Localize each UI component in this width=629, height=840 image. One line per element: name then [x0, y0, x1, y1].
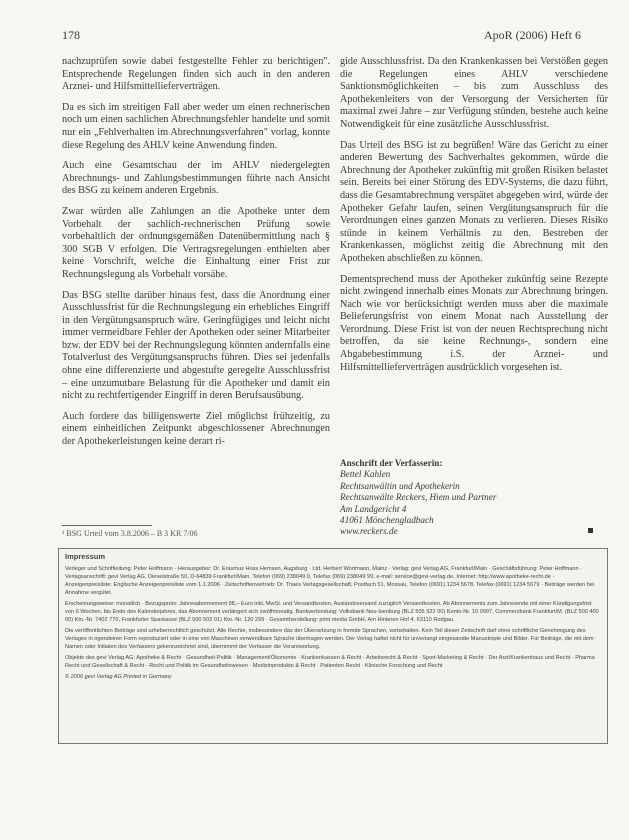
- footnote-divider: [62, 525, 152, 526]
- paragraph: Dementsprechend muss der Apotheker zukünftig seine Rezepte nicht zwingend innerhalb eines Monats zur Abrechnung bringen. Nach wie vor berücksichtigt werden muss aber die maximale Belieferungsfrist von einem Monat nach Ausstellung der Verordnung. Diese Frist ist von der neuen Rechtsprechung nicht betroffen, da sie keine Rechnungs-, sondern eine Abgabebestimmung i.S. der Arznei- und Hilfsmittellieferverträgen ausdrücklich vorgesehen ist.: [340, 273, 608, 373]
- paragraph: nachzuprüfen sowie dabei festgestellte Fehler zu berichtigen". Entsprechende Regelungen finden sich auch in den anderen Arznei- und Hilfsmittellieferverträgen.: [62, 56, 330, 93]
- footnote: ¹ BSG Urteil vom 3.8.2006 – B 3 KR 7/06: [62, 529, 198, 538]
- journal-reference: ApoR (2006) Heft 6: [484, 28, 581, 42]
- author-city: 41061 Mönchengladbach: [340, 515, 434, 526]
- paragraph: Auch fordere das billigenswerte Ziel möglichst frühzeitig, zu einem einheitlichen Zeitpunkt abgeschlossener Abrechnungen der Apothekerleistungen keine derart ri-: [62, 410, 330, 448]
- page-header: [62, 28, 581, 44]
- author-address: [340, 458, 608, 538]
- paragraph: Auch eine Gesamtschau der im AHLV niedergelegten Abrechnungs- und Zahlungsbestimmungen führte nach Ansicht des BSG zu keinem anderen Ergebnis.: [62, 160, 330, 197]
- author-street: Am Landgericht 4: [340, 503, 407, 514]
- impressum-paragraph: Objekte des gevi Verlag AG: Apotheke & Recht · Gesundheit-Politik · Management/Ökonomie · Krankenkassen & Recht · Arbeitsrecht & Recht · Sport-Marketing & Recht · Der Arzt/Krankenhaus und Recht · Pharma Recht und Gesellschaft & Recht · Recht und Politik im Gesundheitswesen · Medizinprodukte & Recht · Patienten Recht · Klinische Forschung und Recht: [65, 655, 595, 669]
- author-name: Bettel Kahlen: [340, 469, 391, 480]
- paragraph: gide Ausschlussfrist. Da den Krankenkassen bei Verstößen gegen die Regelungen eines AHLV verschiedene Sanktionsmöglichkeiten – bis zum Ausschluss des Apothekenleiters von der Versorgung der Versicherten für maximal zwei Jahre – zur Verfügung stünden, bestehe auch keine Notwendigkeit für eine zusätzliche Ausschlussfrist.: [340, 56, 608, 130]
- paragraph: Zwar würden alle Zahlungen an die Apotheke unter dem Vorbehalt der sachlich-rechnerischen Prüfung sowie vorbehaltlich der ordnungsgemäßen Datenübermittlung nach § 300 SGB V erfolgen. Die Vertragsregelungen enthielten aber keine Vorschrift, welche die Einhaltung einer Frist zur Rechnungslegung als Vorbehalt vorsähe.: [62, 205, 330, 280]
- impressum-paragraph: Erscheinungsweise: monatlich · Bezugspreis: Jahresabonnement 98,– Euro inkl. MwSt. und Versandkosten, Auslandsversand zuzüglich Versandkosten. Ab Abonnements zum Jahresende mit einer Kündigungsfrist von 6 Wochen, bis Ende des Kalenderjahres, das Abonnement verlängert sich zwölfmonatig. Bankverbindung: Volksbank Neu-Isenburg (BLZ 505 922 00) Konto-Nr. 10 0997, Commerzbank Frankfurt/M. (BLZ 500 400 00) Kto.-Nr. 7402 770, Frankfurter Sparkasse (BLZ 500 502 01) Kto.-Nr. 120 299 · Gesamtherstellung: print media GmbH, Am Hinteren Hof 4, 63110 Rodgau.: [65, 601, 599, 623]
- paragraph: Das BSG stellte darüber hinaus fest, dass die Anordnung einer Ausschlussfrist für die Rechnungslegung ein erhebliches Eingriff in den Vergütungsanspruch wäre. Geringfügiges und leicht nicht immer vermeidbare Fehler der Apotheken oder seiner Mitarbeiter bzw. der EDV bei der Rechnungslegung könnten andernfalls eine Totalverlust des Vergütungsanspruchs führen. Dies sei jedenfalls ohne eine differenzierte und abgestufte geregelte Ausschlussfrist – eine unzumutbare Belastung für die Apotheker und damit ein nicht zu rechtfertigender Eingriff in deren Berufsausübung.: [62, 289, 330, 402]
- left-column: [62, 56, 330, 457]
- author-role: Rechtsanwältin und Apothekerin: [340, 480, 460, 491]
- impressum-box: [58, 548, 608, 744]
- author-address-title: Anschrift der Verfasserin:: [340, 458, 443, 468]
- impressum-title: Impressum: [65, 552, 106, 561]
- author-firm: Rechtsanwälte Reckers, Hiem und Partner: [340, 492, 497, 503]
- impressum-paragraph: Die veröffentlichten Beiträge sind urheberrechtlich geschützt. Alle Rechte, insbesondere das der Übersetzung in fremde Sprachen, vorbehalten. Kein Teil dieser Zeitschrift darf ohne schriftliche Genehmigung des Verlages in irgendeiner Form reproduziert oder in eine von Maschinen verwendbare Sprache übertragen werden. Der Verlag haftet nicht für unverlangt eingesandte Manuskripte und Bilder. Für Beiträge, die mit dem Namen oder Initialen des Verfassers gekennzeichnet sind, übernimmt der Verfasser die Verantwortung.: [65, 628, 594, 650]
- impressum-paragraph: Verleger und Schriftleitung: Peter Hoffmann · Herausgeber: Dr. Erasmus Hoss Hemsen, Augsburg · Ltd. Herbert Wortmann, Mainz · Verlag: gevi Verlag AG, Frankfurt/Main · Geschäftsführung: Peter Hoffmann · Verlagsanschrift: gevi Verlag AG, Dieselstraße 50, D-64839 Frankfurt/Main, Telefon (069) 238049 0, Telefax (069) 238049 99, e-mail: service@gevi-verlag.de, Internet: http://www.apotheke-recht.de · Anzeigenpreisliste: Englische Anzeigenpreisliste vom 1.1.2006 · Zeitschriftenvertrieb: Dr. Thaes Verlagsgesellschaft, Postfach 51, Mossau, Telefon (0691) 1234 5678, Telefax (0691) 1234 5679 · Beiträge werden bei Annahme vergütet.: [65, 566, 595, 596]
- page-number: 178: [62, 28, 80, 42]
- right-column: [340, 56, 608, 382]
- paragraph: Da es sich im streitigen Fall aber weder um einen rechnerischen noch um einen sachlichen Abrechnungsfehler handelte und somit nur ein „Fehlverhalten im Abrechnungsverfahren" vorlag, konnte diese Regelung des AHLV keine Anwendung finden.: [62, 101, 330, 151]
- author-website[interactable]: www.reckers.de: [340, 526, 398, 537]
- impressum-copyright: © 2006 gevi Verlag AG Printed in Germany: [65, 674, 172, 680]
- article-end-marker: [588, 528, 593, 533]
- paragraph: Das Urteil des BSG ist zu begrüßen! Wäre das Gericht zu einer anderen Bewertung des Sachverhaltes gekommen, würde die Abrechnung der Apotheker zukünftig mit großen Risiken belastet sein. Bereits bei einer Störung des EDV-Systems, die dazu führt, dass die Gesamtabrechnung verspätet abgegeben wird, würde der Apotheker Gefahr laufen, seinen Vergütungsanspruch für die Verordnungen eines ganzen Monats zu verlieren. Dieses Risiko stünde in keinem Verhältnis zu den. Bestreben der Krankenkassen, möglichst zeitig die Abrechnung mit den Apotheken abschließen zu können.: [340, 139, 608, 264]
